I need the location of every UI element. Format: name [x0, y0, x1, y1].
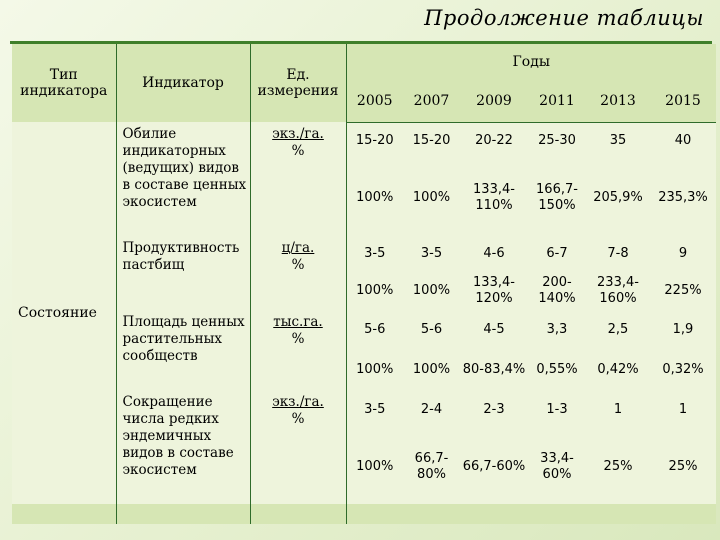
- indicator-name: Сокращение числа редких эндемичных видов в составе экосистем: [116, 390, 250, 504]
- indicators-table: [12, 44, 716, 524]
- value-cell: 20-22: [460, 122, 528, 160]
- value-cell: 40: [650, 122, 716, 160]
- value-cell: 5-6: [346, 310, 403, 350]
- indicator-name: Площадь ценных растительных сообществ: [116, 310, 250, 390]
- value-cell: 3-5: [403, 236, 460, 272]
- header-row-top: [12, 44, 716, 80]
- value-cell: 2,5: [586, 310, 650, 350]
- value-cell: 100%: [403, 350, 460, 390]
- value-cell: 133,4-110%: [460, 160, 528, 236]
- value-cell: 133,4-120%: [460, 272, 528, 310]
- value-cell: 2-4: [403, 390, 460, 430]
- unit-top: экз./га.: [272, 126, 324, 142]
- unit-cell: [250, 236, 346, 310]
- value-cell: 25-30: [528, 122, 586, 160]
- year-2015: 2015: [650, 80, 716, 122]
- header-years: Годы: [346, 44, 716, 80]
- unit-bottom: %: [291, 257, 305, 273]
- value-cell: 100%: [346, 430, 403, 504]
- indicator-name: Продуктивность пастбищ: [116, 236, 250, 310]
- unit-cell: [250, 390, 346, 504]
- year-2005: 2005: [346, 80, 403, 122]
- table-row: [12, 390, 716, 430]
- table-row: [12, 310, 716, 350]
- table-row: [12, 122, 716, 160]
- value-cell: 225%: [650, 272, 716, 310]
- value-cell: 2-3: [460, 390, 528, 430]
- unit-bottom: %: [291, 143, 305, 159]
- unit-top: экз./га.: [272, 394, 324, 410]
- unit-cell: [250, 310, 346, 390]
- value-cell: 100%: [346, 272, 403, 310]
- value-cell: 6-7: [528, 236, 586, 272]
- value-cell: 100%: [403, 272, 460, 310]
- value-cell: 66,7-80%: [403, 430, 460, 504]
- year-2007: 2007: [403, 80, 460, 122]
- value-cell: 15-20: [346, 122, 403, 160]
- value-cell: 1: [586, 390, 650, 430]
- value-cell: 205,9%: [586, 160, 650, 236]
- unit-cell: [250, 122, 346, 236]
- value-cell: 233,4-160%: [586, 272, 650, 310]
- value-cell: 1-3: [528, 390, 586, 430]
- header-type: Тип индикатора: [12, 44, 116, 122]
- year-2013: 2013: [586, 80, 650, 122]
- value-cell: 33,4-60%: [528, 430, 586, 504]
- year-2011: 2011: [528, 80, 586, 122]
- value-cell: 1,9: [650, 310, 716, 350]
- value-cell: 100%: [346, 160, 403, 236]
- value-cell: 1: [650, 390, 716, 430]
- value-cell: 0,32%: [650, 350, 716, 390]
- value-cell: 3-5: [346, 390, 403, 430]
- table-row: [12, 236, 716, 272]
- value-cell: 235,3%: [650, 160, 716, 236]
- value-cell: 7-8: [586, 236, 650, 272]
- indicator-name: Обилие индикаторных (ведущих) видов в составе ценных экосистем: [116, 122, 250, 236]
- value-cell: 25%: [586, 430, 650, 504]
- value-cell: 9: [650, 236, 716, 272]
- value-cell: 25%: [650, 430, 716, 504]
- header-indicator: Индикатор: [116, 44, 250, 122]
- value-cell: 0,55%: [528, 350, 586, 390]
- value-cell: 80-83,4%: [460, 350, 528, 390]
- year-2009: 2009: [460, 80, 528, 122]
- unit-top: ц/га.: [281, 240, 315, 256]
- value-cell: 4-6: [460, 236, 528, 272]
- value-cell: 100%: [403, 160, 460, 236]
- value-cell: 166,7-150%: [528, 160, 586, 236]
- indicator-type: Состояние: [12, 122, 116, 504]
- value-cell: 35: [586, 122, 650, 160]
- value-cell: 5-6: [403, 310, 460, 350]
- table-footer-band: [12, 504, 716, 524]
- page-title: Продолжение таблицы: [424, 6, 704, 30]
- value-cell: 66,7-60%: [460, 430, 528, 504]
- value-cell: 200-140%: [528, 272, 586, 310]
- value-cell: 3,3: [528, 310, 586, 350]
- value-cell: 100%: [346, 350, 403, 390]
- value-cell: 15-20: [403, 122, 460, 160]
- unit-bottom: %: [291, 331, 305, 347]
- header-unit: Ед. измерения: [250, 44, 346, 122]
- unit-top: тыс.га.: [273, 314, 323, 330]
- value-cell: 4-5: [460, 310, 528, 350]
- value-cell: 0,42%: [586, 350, 650, 390]
- unit-bottom: %: [291, 411, 305, 427]
- value-cell: 3-5: [346, 236, 403, 272]
